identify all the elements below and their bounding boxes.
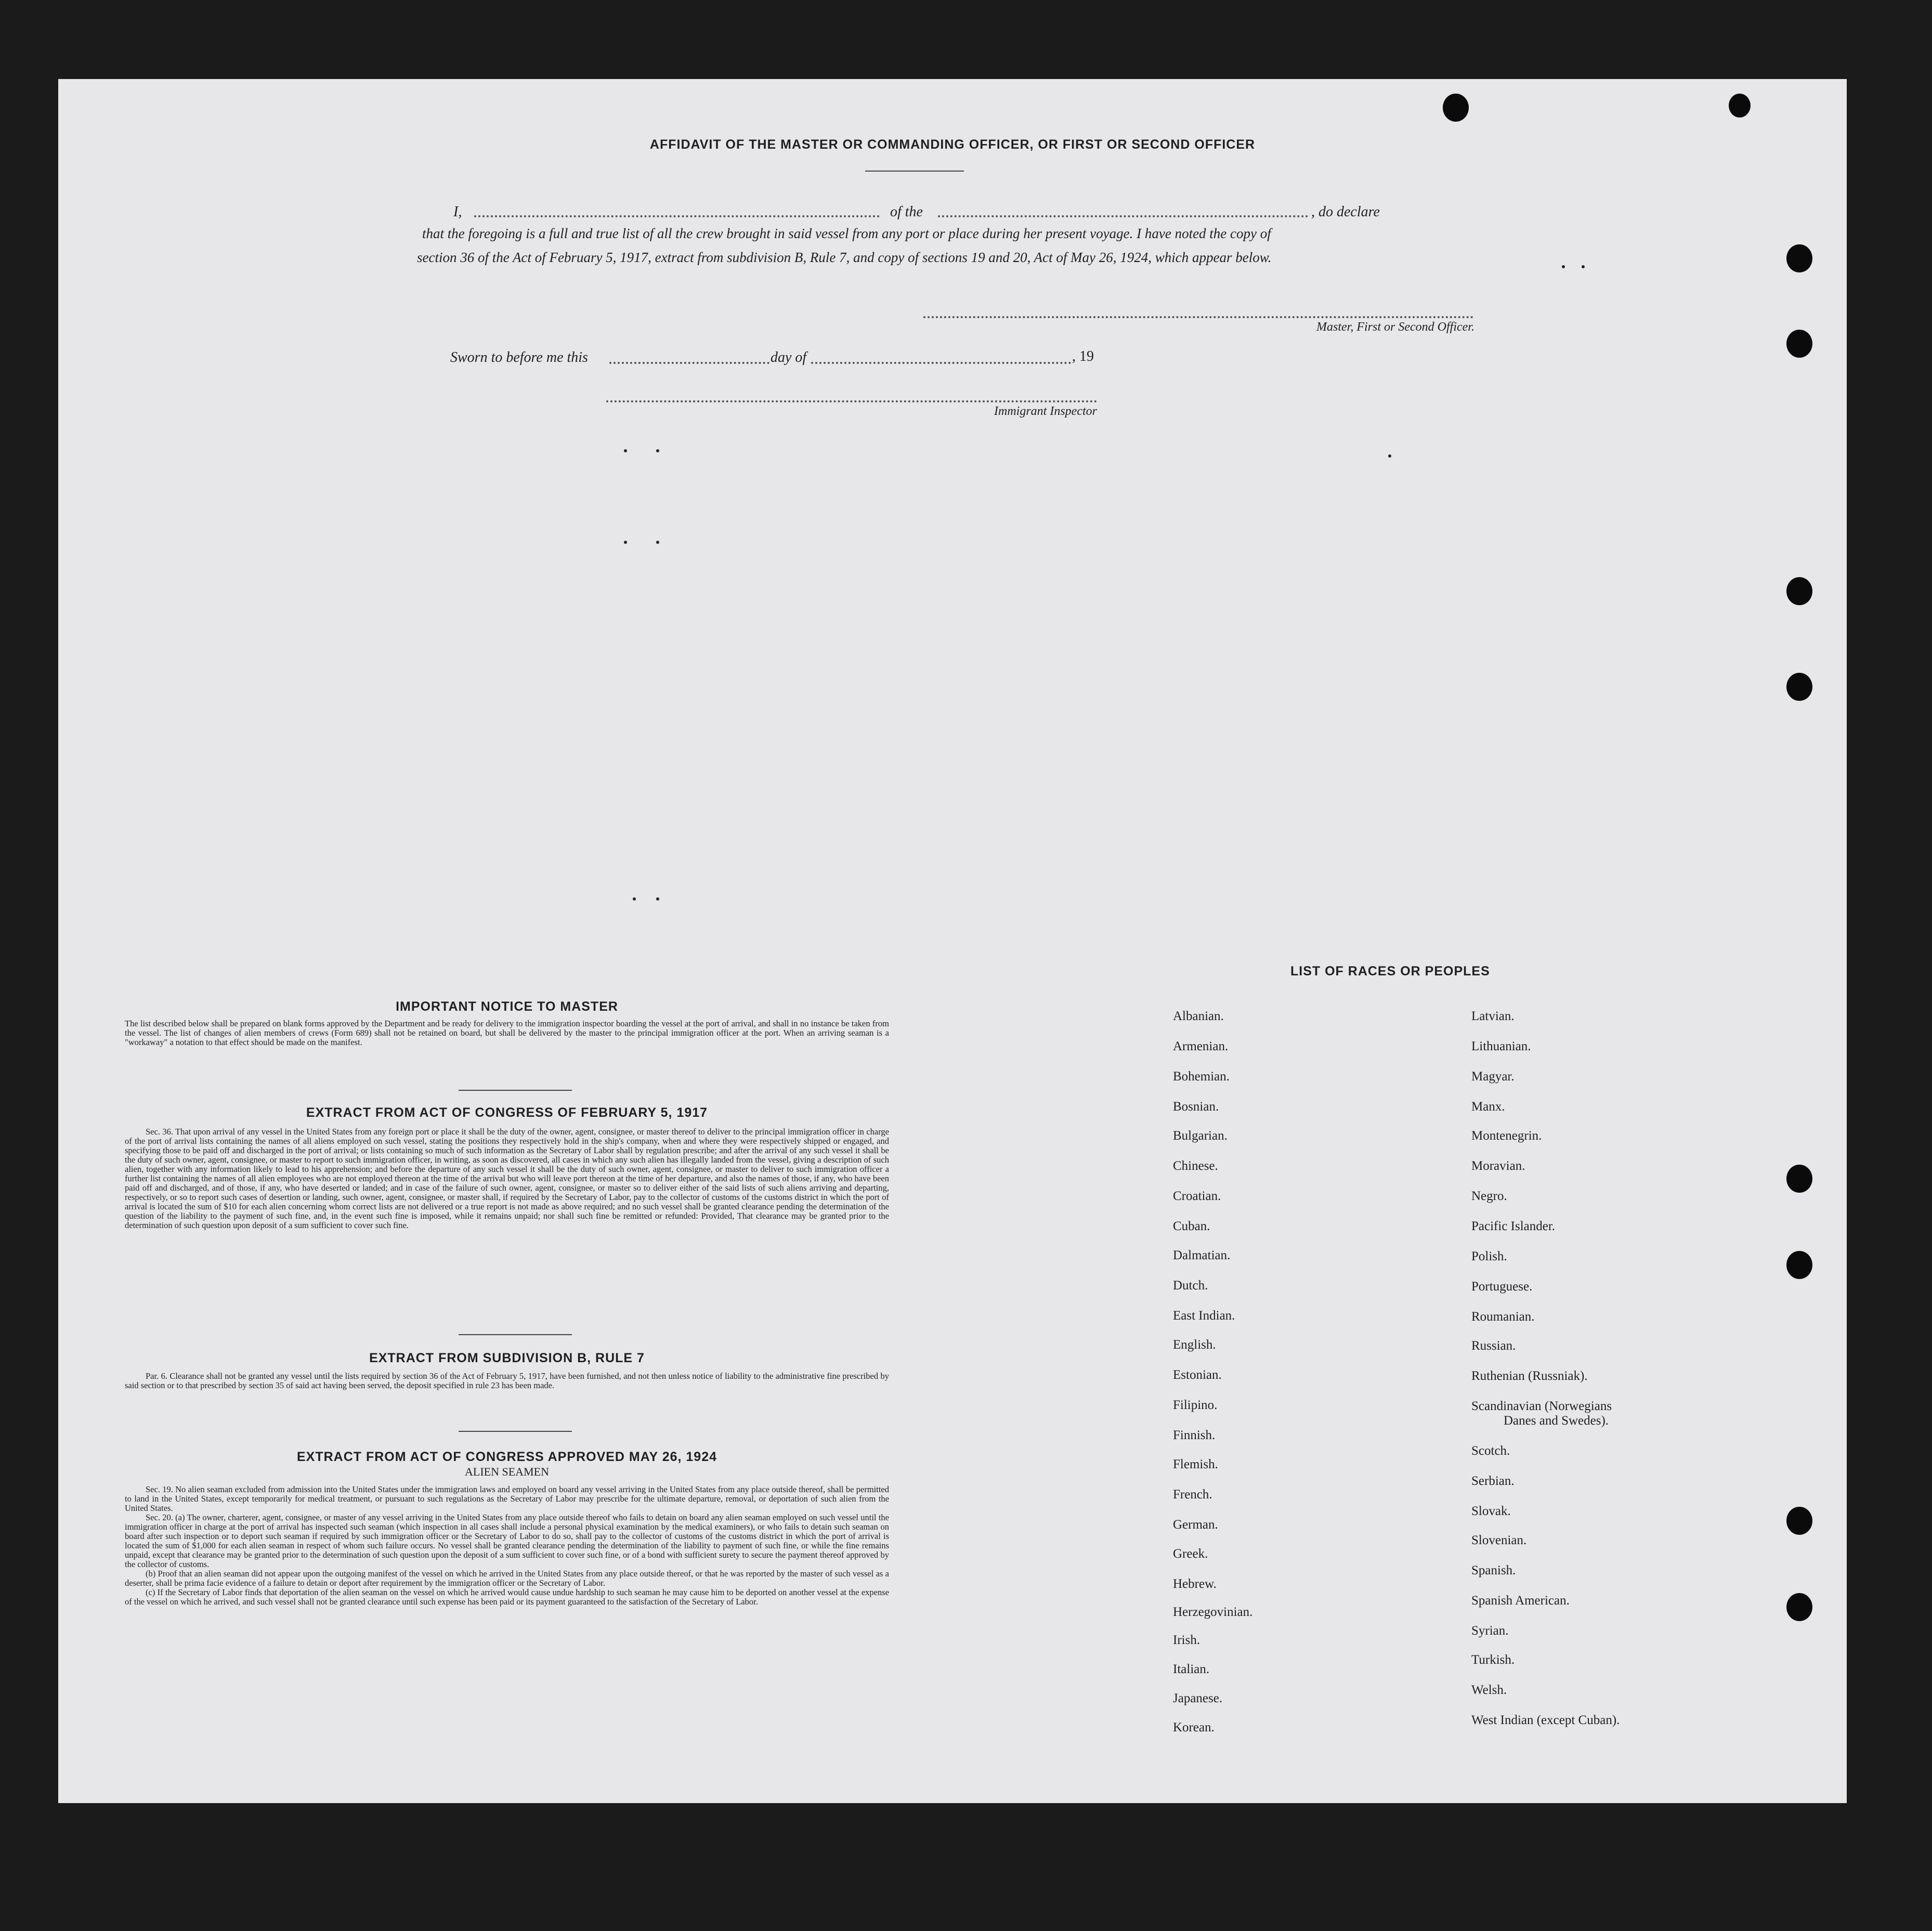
vessel-field[interactable] [938, 215, 1308, 217]
officer-signature-label: Master, First or Second Officer. [1316, 320, 1474, 334]
punch-hole [1786, 577, 1812, 605]
race-item: Slovenian. [1471, 1533, 1527, 1547]
extract-rule7-text [125, 1372, 889, 1390]
punch-hole [1786, 673, 1812, 701]
extract-1924-paragraph: (c) If the Secretary of Labor finds that deportation of the alien seaman on the vessel on which he arrived would cause undue hardship to such seaman he may cause him to be deported on another vessel at the expense of the vessel on which he arrived, and such vessel shall not be granted clearance until such expense has been paid or its payment guaranteed to the satisfaction of the Secretary of Labor. [125, 1587, 889, 1607]
stray-mark [633, 897, 636, 901]
race-item: Roumanian. [1471, 1310, 1535, 1324]
race-item: Montenegrin. [1471, 1129, 1542, 1143]
name-field[interactable] [474, 215, 880, 217]
punch-hole [1786, 1507, 1812, 1535]
race-item: Spanish. [1471, 1563, 1516, 1577]
declare-of-the: of the [890, 204, 923, 220]
race-item: Filipino. [1173, 1398, 1218, 1412]
race-item: Negro. [1471, 1189, 1507, 1203]
punch-hole [1786, 330, 1812, 358]
race-item: Bosnian. [1173, 1100, 1219, 1114]
race-item: Danes and Swedes). [1504, 1414, 1609, 1428]
declare-i: I, [453, 204, 462, 220]
race-item: English. [1173, 1338, 1216, 1352]
stray-mark [1388, 454, 1391, 458]
race-item: Magyar. [1471, 1069, 1515, 1084]
race-item: Spanish American. [1471, 1594, 1570, 1608]
sworn-month-field[interactable] [811, 362, 1071, 364]
sworn-day-field[interactable] [609, 362, 769, 364]
stray-mark [656, 897, 659, 901]
race-item: Flemish. [1173, 1457, 1218, 1471]
race-item: Manx. [1471, 1100, 1505, 1114]
section-rule [459, 1334, 572, 1335]
sworn-prefix: Sworn to before me this [450, 349, 588, 366]
extract-1924-paragraph: (b) Proof that an alien seaman did not appear upon the outgoing manifest of the vessel on which he arrived in the United States from any place outside thereof, or that he was reported by the master of such vessel as a deserter, shall be prima facie evidence of a failure to detain or deport after requirement by the immigration officer or the Secretary of Labor. [125, 1569, 889, 1588]
race-item: Bulgarian. [1173, 1129, 1228, 1143]
race-item: Serbian. [1471, 1474, 1515, 1488]
stray-mark [656, 449, 659, 452]
notice-text: The list described below shall be prepared on blank forms approved by the Department and be ready for delivery to the immigration inspector boarding the vessel at the port of arrival, and shall in no instance be taken from the vessel. The list of changes of alien members of crews (Form 689) shall not be retained on board, but shall be delivered by the master to the principal immigration officer at the port. When an arriving seaman is a "workaway" a notation to that effect should be made on the manifest. [125, 1019, 889, 1047]
race-item: Italian. [1173, 1662, 1210, 1676]
extract-1917-title: EXTRACT FROM ACT OF CONGRESS OF FEBRUARY 5, 1917 [306, 1105, 708, 1120]
affidavit-line-2: that the foregoing is a full and true list of all the crew brought in said vessel from any port or place during her present voyage. I have noted the copy of [422, 226, 1271, 241]
race-item: Lithuanian. [1471, 1039, 1531, 1053]
race-item: Herzegovinian. [1173, 1605, 1253, 1619]
race-item: Albanian. [1173, 1009, 1224, 1023]
race-item: Finnish. [1173, 1428, 1216, 1442]
punch-hole [1786, 1165, 1812, 1193]
race-item: Slovak. [1471, 1504, 1511, 1518]
extract-1924-title: EXTRACT FROM ACT OF CONGRESS APPROVED MAY 26, 1924 [296, 1450, 717, 1464]
race-item: West Indian (except Cuban). [1471, 1713, 1620, 1727]
extract-1917-text [125, 1127, 889, 1230]
race-item: Dalmatian. [1173, 1248, 1231, 1262]
race-item: Dutch. [1173, 1278, 1208, 1293]
punch-hole [1729, 94, 1751, 118]
inspector-label: Immigrant Inspector [994, 405, 1097, 418]
race-item: Japanese. [1173, 1691, 1223, 1705]
stray-mark [1582, 265, 1585, 268]
extract-1917-paragraph: Sec. 36. That upon arrival of any vessel in the United States from any foreign port or place it shall be the duty of the owner, agent, consignee, or master thereof to deliver to the principal immigration officer in charge of the port of arrival lists containing the names of all aliens employed on such vessel, stating the positions they respectively hold in the ship's company, when and where they were respectively shipped or engaged, and specifying those to be paid off and discharged in the port of arrival; or lists containing so much of such information as the Secretary of Labor shall by regulation prescribe; and after the arrival of any such vessel it shall be the duty of such owner, agent, consignee, or master to report to such immigration officer, in writing, as soon as discovered, all cases in which any such alien has illegally landed from the vessel, giving a description of such alien, together with any information likely to lead to his apprehension; and before the departure of any such vessel it shall be the duty of such owner, agent, consignee, or master to deliver to such immigration officer a further list containing the names of all alien employees who are not employed thereon at the time of the arrival but who will leave port thereon at the time of her departure, and also the names of those, if any, who have been paid off and discharged, and of those, if any, who have deserted or landed; and in case of the failure of such owner, agent, consignee, or master so to deliver either of the said lists of such aliens arriving and departing, respectively, or so to report such cases of desertion or landing, such owner, agent, consignee, or master shall, if required by the Secretary of Labor, pay to the collector of customs of the customs district in which the port of arrival is located the sum of $10 for each alien concerning whom correct lists are not delivered or a true report is not made as above required; and no such vessel shall be granted clearance pending the determination of the question of the liability to the payment of such fine, and, in the event such fine is imposed, while it remains unpaid; nor shall such fine be remitted or refunded: Provided, That clearance may be granted prior to the determination of such question upon deposit of a sum sufficient to cover such fine. [125, 1127, 889, 1230]
race-item: Hebrew. [1173, 1577, 1217, 1591]
race-item: Ruthenian (Russniak). [1471, 1369, 1588, 1383]
inspector-signature-field[interactable] [606, 400, 1097, 402]
sworn-year: , 19 [1072, 348, 1094, 364]
race-item: Estonian. [1173, 1368, 1222, 1382]
race-item: Welsh. [1471, 1683, 1507, 1697]
race-item: East Indian. [1173, 1309, 1235, 1323]
race-item: Croatian. [1173, 1189, 1221, 1203]
extract-1924-text [125, 1485, 889, 1607]
race-item: German. [1173, 1518, 1218, 1532]
race-item: Chinese. [1173, 1159, 1218, 1173]
race-item: Cuban. [1173, 1219, 1210, 1233]
section-rule [459, 1431, 572, 1432]
declare-end: , do declare [1311, 204, 1380, 220]
extract-rule7-title: EXTRACT FROM SUBDIVISION B, RULE 7 [369, 1351, 645, 1365]
race-item: French. [1173, 1488, 1212, 1502]
race-item: Greek. [1173, 1547, 1208, 1561]
affidavit-line-3: section 36 of the Act of February 5, 1917, extract from subdivision B, Rule 7, and copy of sections 19 and 20, Act of May 26, 1924, which appear below. [417, 250, 1272, 265]
race-item: Scotch. [1471, 1444, 1510, 1458]
title-rule [865, 171, 964, 172]
race-item: Portuguese. [1471, 1280, 1533, 1294]
extract-1924-subtitle: ALIEN SEAMEN [465, 1465, 549, 1478]
race-item: Latvian. [1471, 1009, 1515, 1023]
race-item: Korean. [1173, 1720, 1215, 1734]
stray-mark [1562, 265, 1565, 268]
stray-mark [656, 541, 659, 544]
extract-rule7-paragraph: Par. 6. Clearance shall not be granted any vessel until the lists required by section 36 of the Act of February 5, 1917, have been furnished, and not then unless notice of liability to the administrative fine prescribed by said section or to that prescribed by section 35 of said act having been served, the deposit specified in rule 23 has been made. [125, 1371, 889, 1390]
race-item: Bohemian. [1173, 1069, 1230, 1084]
stray-mark [624, 541, 627, 544]
punch-hole [1786, 244, 1812, 272]
races-title: LIST OF RACES OR PEOPLES [1290, 964, 1490, 978]
race-item: Scandinavian (Norwegians [1471, 1399, 1612, 1413]
race-item: Russian. [1471, 1339, 1516, 1353]
section-rule [459, 1090, 572, 1091]
race-item: Armenian. [1173, 1039, 1229, 1053]
race-item: Moravian. [1471, 1159, 1525, 1173]
officer-signature-field[interactable] [923, 316, 1473, 318]
race-item: Polish. [1471, 1249, 1507, 1263]
document-sheet [58, 79, 1847, 1803]
punch-hole [1786, 1251, 1812, 1279]
race-item: Pacific Islander. [1471, 1219, 1556, 1233]
affidavit-title: AFFIDAVIT OF THE MASTER OR COMMANDING OFFICER, OR FIRST OR SECOND OFFICER [649, 137, 1256, 152]
sworn-day-of: day of [771, 349, 807, 366]
race-item: Syrian. [1471, 1624, 1509, 1638]
extract-1924-paragraph: Sec. 19. No alien seaman excluded from admission into the United States under the immigration laws and employed on board any vessel arriving in the United States from any place outside thereof, shall be permitted to land in the United States, except temporarily for medical treatment, or pursuant to such regulations as the Secretary of Labor may prescribe for the ultimate departure, removal, or deportation of such alien from the United States. [125, 1484, 889, 1513]
extract-1924-paragraph: Sec. 20. (a) The owner, charterer, agent, consignee, or master of any vessel arriving in the United States from any place outside thereof who fails to detain on board any alien seaman employed on such vessel until the immigration officer in charge at the port of arrival has inspected such seaman (which inspection in all cases shall include a personal physical examination by the medical examiners), or who fails to detain such seaman on board after such inspection or to deport such seaman if required by such immigration officer or the Secretary of Labor to do so, shall pay to the collector of customs of the customs district in which the port of arrival is located the sum of $1,000 for each alien seaman in respect of whom such failure occurs. No vessel shall be granted clearance pending the determination of the liability to payment of such fine, or while the fine remains unpaid, except that clearance may be granted prior to the determination of such question upon the deposit of a sum sufficient to cover such fine, or of a bond with sufficient surety to secure the payment thereof approved by the collector of customs. [125, 1512, 889, 1569]
race-item: Turkish. [1471, 1653, 1515, 1667]
punch-hole [1786, 1593, 1812, 1621]
stray-mark [624, 449, 627, 452]
race-item: Irish. [1173, 1633, 1200, 1647]
punch-hole [1443, 94, 1469, 122]
notice-title: IMPORTANT NOTICE TO MASTER [396, 999, 618, 1014]
